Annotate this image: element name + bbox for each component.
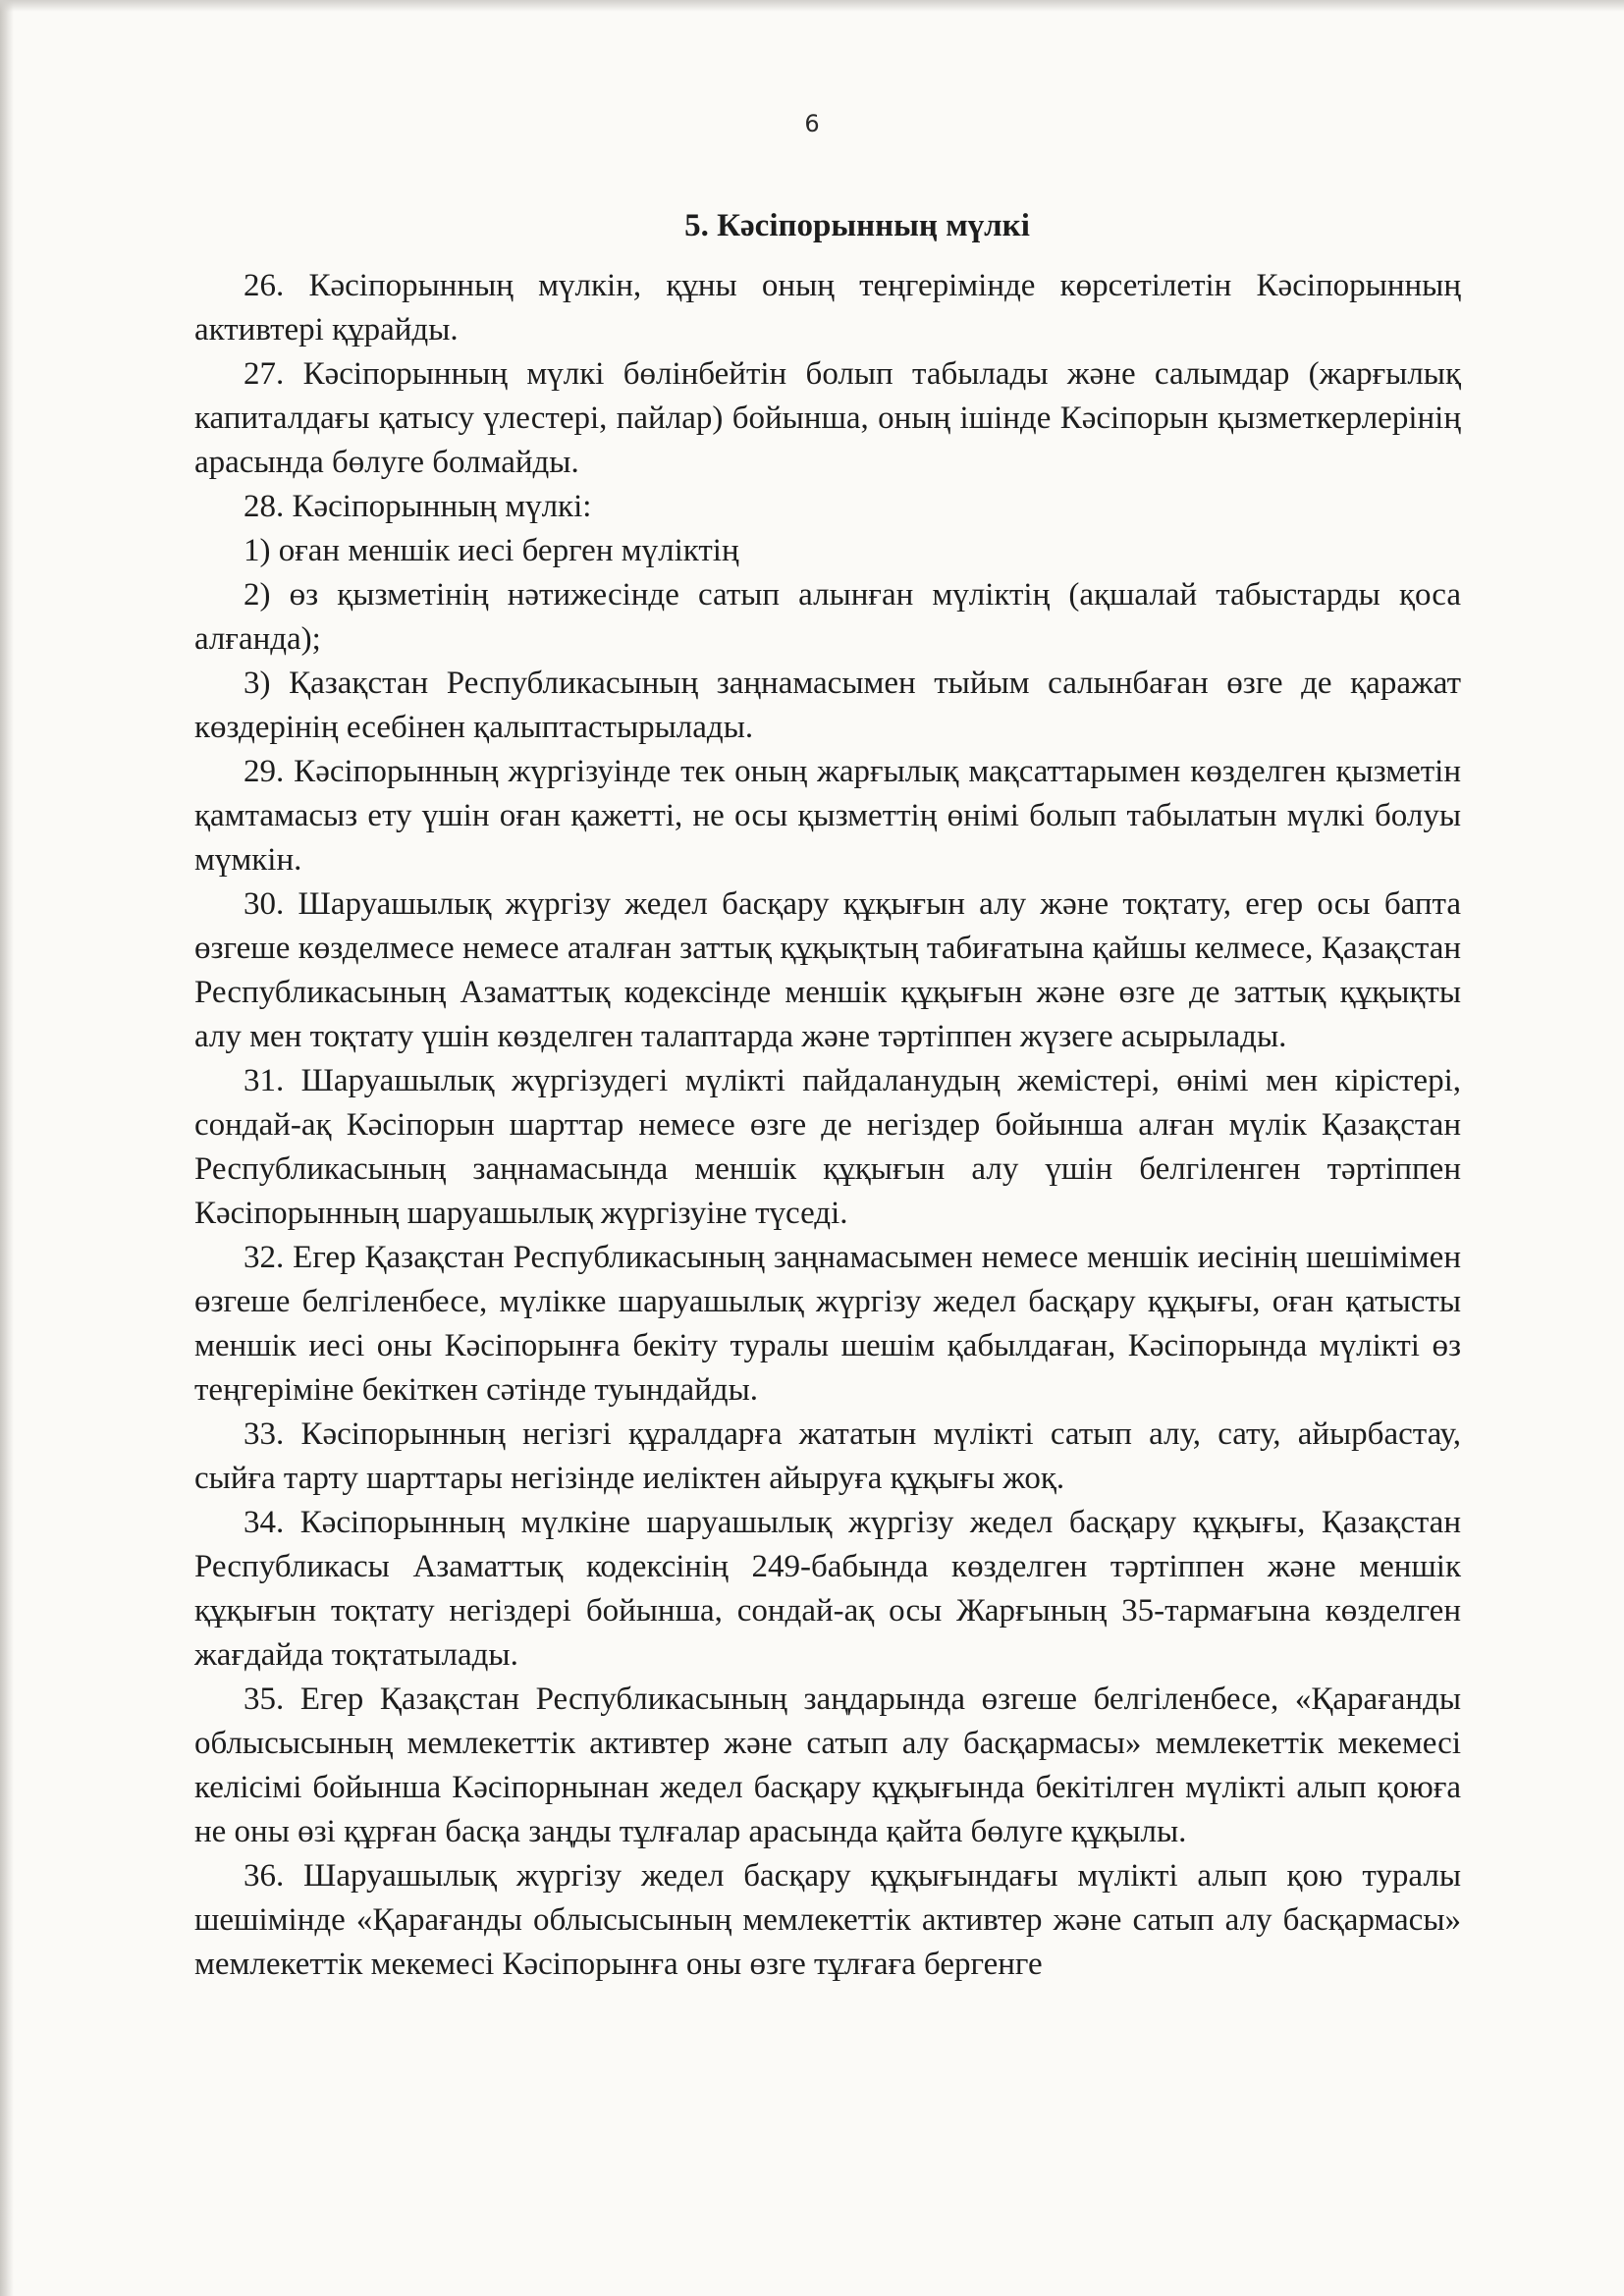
paragraph-29: 29. Кәсіпорынның жүргізуінде тек оның жарғылық мақсаттарымен көзделген қызметін қамтамасыз ету үшін оған қажетті, не осы қызметтің өнімі болып табылатын мүлкі болуы мүмкін. (194, 754, 1461, 878)
paragraph-28-item-3: 3) Қазақстан Республикасының заңнамасымен тыйым салынбаған өзге де қаражат көздерінің есебінен қалыптастырылады. (194, 666, 1461, 745)
paragraph-28-item-1: 1) оған меншік иесі берген мүліктің (244, 533, 739, 568)
paragraph-28-item-2: 2) өз қызметінің нәтижесінде сатып алынған мүліктің (ақшалай табыстарды қоса алғанда); (194, 577, 1461, 657)
paragraph-27: 27. Кәсіпорынның мүлкі бөлінбейтін болып табылады және салымдар (жарғылық капиталдағы қатысу үлестері, пайлар) бойынша, оның ішінде Кәсіпорын қызметкерлерінің арасында бөлуге болмайды. (194, 356, 1461, 480)
paragraph-35: 35. Егер Қазақстан Республикасының заңдарында өзгеше белгіленбесе, «Қарағанды облысысының мемлекеттік активтер және сатып алу басқармасы» мемлекеттік мекемесі келісімі бойынша Кәсіпорнынан жедел басқару құқығында бекітілген мүлікті алып қоюға не оны өзі құрған басқа заңды тұлғалар арасында қайта бөлуге құқылы. (194, 1682, 1461, 1849)
paragraph-36: 36. Шаруашылық жүргізу жедел басқару құқығындағы мүлікті алып қою туралы шешімінде «Қарағанды облысысының мемлекеттік активтер және сатып алу басқармасы» мемлекеттік мекемесі Кәсіпорынға оны өзге тұлғаға бергенге (194, 1858, 1461, 1982)
section-title: 5. Кәсіпорынның мүлкі (684, 208, 1030, 243)
document-body (194, 204, 1461, 1987)
paragraph-26: 26. Кәсіпорынның мүлкін, құны оның теңгерімінде көрсетілетін Кәсіпорынның активтері құрайды. (194, 268, 1461, 347)
paragraph-31: 31. Шаруашылық жүргізудегі мүлікті пайдаланудың жемістері, өнімі мен кірістері, сондай-ақ Кәсіпорын шарттар немесе өзге де негіздер бойынша алған мүлік Қазақстан Республикасының заңнамасында меншік құқығын алу үшін белгіленген тәртіппен Кәсіпорынның шаруашылық жүргізуіне түседі. (194, 1063, 1461, 1231)
paragraph-30: 30. Шаруашылық жүргізу жедел басқару құқығын алу және тоқтату, егер осы бапта өзгеше көзделмесе немесе аталған заттық құқықтың табиғатына қайшы келмесе, Қазақстан Республикасының Азаматтық кодексінде меншік құқығын және өзге де заттық құқықты алу мен тоқтату үшін көзделген талаптарда және тәртіппен жүзеге асырылады. (194, 886, 1461, 1054)
paragraph-33: 33. Кәсіпорынның негізгі құралдарға жататын мүлікті сатып алу, сату, айырбастау, сыйға тарту шарттары негізінде иеліктен айыруға құқығы жоқ. (194, 1416, 1461, 1496)
paragraph-32: 32. Егер Қазақстан Республикасының заңнамасымен немесе меншік иесінің шешімімен өзгеше белгіленбесе, мүлікке шаруашылық жүргізу жедел басқару құқығы, оған қатысты меншік иесі оны Кәсіпорынға бекіту туралы шешім қабылдаған, Кәсіпорында мүлікті өз теңгеріміне бекіткен сәтінде туындайды. (194, 1240, 1461, 1408)
paragraph-28: 28. Кәсіпорынның мүлкі: (244, 489, 592, 524)
page-number: 6 (804, 110, 820, 137)
paragraph-34: 34. Кәсіпорынның мүлкіне шаруашылық жүргізу жедел басқару құқығы, Қазақстан Республикасы Азаматтық кодексінің 249-бабында көзделген тәртіппен және меншік құқығын тоқтату негіздері бойынша, сондай-ақ осы Жарғының 35-тармағына көзделген жағдайда тоқтатылады. (194, 1505, 1461, 1673)
